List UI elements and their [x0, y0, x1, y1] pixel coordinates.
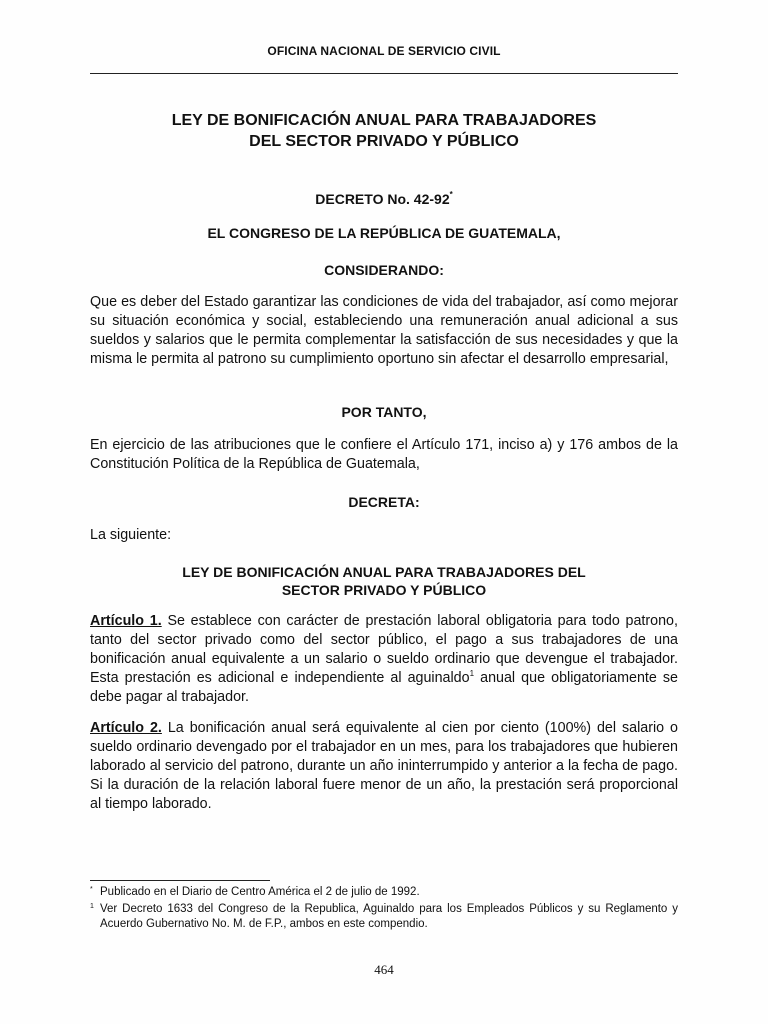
article-1-text-before: Se establece con carácter de prestación laboral obligatoria para todo patrono, tanto del sector privado como del sector público, el pago a sus trabajadores de una bonificación anual equivalente a un salario o sueldo ordinario que devengue el trabajador. Esta prestación es adicional e independiente al aguinaldo [90, 613, 678, 687]
footnote-mark: * [90, 886, 93, 893]
therefore-heading: POR TANTO, [341, 404, 427, 420]
page-number: 464 [374, 962, 394, 977]
article-1 [90, 612, 678, 707]
footnote-divider [90, 880, 270, 881]
page-header: OFICINA NACIONAL DE SERVICIO CIVIL [267, 44, 501, 58]
decree-number [90, 186, 678, 208]
law-title-line-2: SECTOR PRIVADO Y PÚBLICO [281, 582, 487, 598]
article-1-footnote-ref: 1 [469, 669, 475, 679]
therefore-paragraph: En ejercicio de las atribuciones que le confiere el Artículo 171, inciso a) y 176 ambos de la Constitución Política de la República de Guatemala, [90, 437, 678, 473]
footnote [90, 885, 678, 900]
decree-footnote-mark: * [449, 190, 453, 199]
article-1-text-after: anual que obligatoriamente se debe pagar al trabajador. [90, 670, 679, 706]
decree-label: DECRETO No. 42-92 [315, 191, 450, 207]
article-2-label: Artículo 2. [90, 720, 162, 736]
document-title [90, 110, 678, 152]
document-title-line-2: DEL SECTOR PRIVADO Y PÚBLICO [249, 133, 519, 150]
decrees-paragraph: La siguiente: [90, 527, 172, 543]
law-title [90, 563, 678, 599]
considering-paragraph: Que es deber del Estado garantizar las condiciones de vida del trabajador, así como mejorar su situación económica y social, estableciendo una remuneración anual adicional a sus sueldos y salarios que le permita complementar la satisfacción de sus necesidades y que la misma le permita al patrono su cumplimiento oportuno sin afectar el desarrollo empresarial, [90, 294, 678, 368]
article-2 [90, 719, 678, 814]
document-title-line-1: LEY DE BONIFICACIÓN ANUAL PARA TRABAJADORES [171, 112, 597, 129]
footnote-mark: 1 [90, 903, 94, 910]
footnote [90, 902, 678, 932]
decrees-heading: DECRETA: [348, 494, 420, 510]
article-2-text: La bonificación anual será equivalente al cien por ciento (100%) del salario o sueldo ordinario devengado por el trabajador en un mes, para los trabajadores que hubieren laborado al servicio del patrono, durante un año ininterrumpido y anterior a la fecha de pago. Si la duración de la relación laboral fuere menor de un año, la prestación será proporcional al tiempo laborado. [90, 720, 678, 813]
footnote-text: Publicado en el Diario de Centro América el 2 de julio de 1992. [100, 886, 420, 898]
congress-heading: EL CONGRESO DE LA REPÚBLICA DE GUATEMALA, [207, 225, 561, 241]
considering-heading: CONSIDERANDO: [324, 262, 444, 278]
law-title-line-1: LEY DE BONIFICACIÓN ANUAL PARA TRABAJADORES DEL [182, 564, 586, 580]
article-1-label: Artículo 1. [90, 613, 162, 629]
footnote-text: Ver Decreto 1633 del Congreso de la Republica, Aguinaldo para los Empleados Públicos y su Reglamento y Acuerdo Gubernativo No. M. de F.P., ambos en este compendio. [100, 903, 678, 930]
header-divider [90, 73, 678, 74]
